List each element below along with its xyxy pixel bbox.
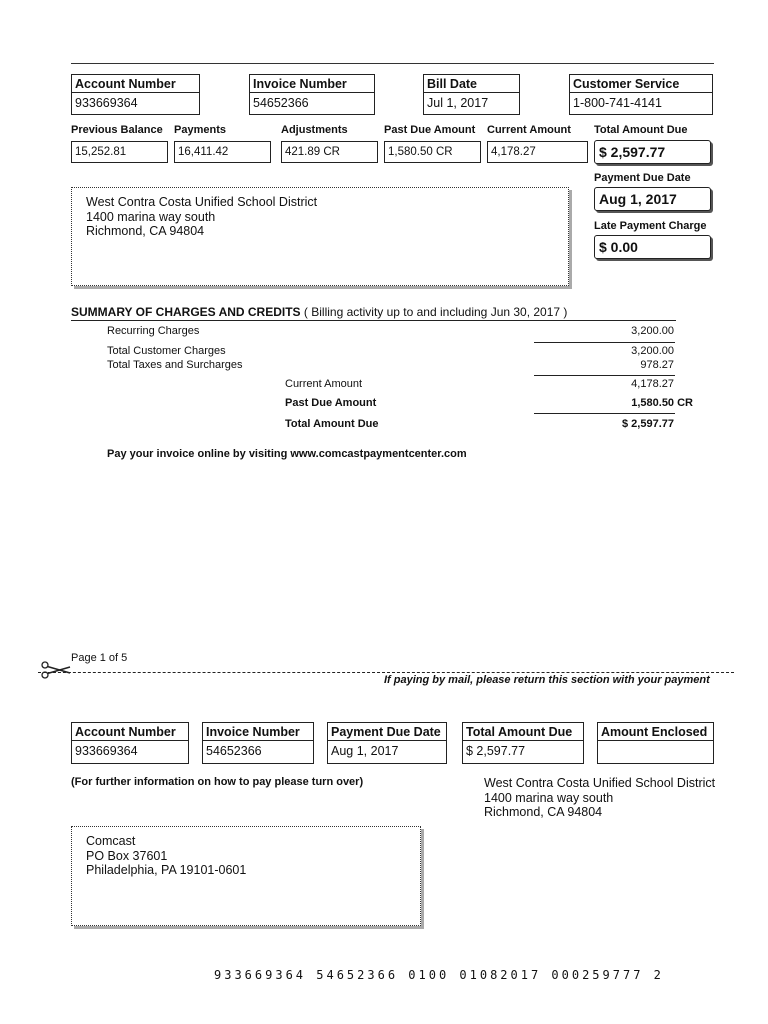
cut-line bbox=[38, 672, 734, 673]
further-info-text: (For further information on how to pay please turn over) bbox=[71, 776, 364, 788]
invoice-number-value: 54652366 bbox=[253, 96, 309, 110]
remit-invoice-number-label: Invoice Number bbox=[203, 723, 313, 741]
current-amount-label: Current Amount bbox=[487, 124, 571, 136]
scan-line: 933669364 54652366 0100 01082017 000259777 2 bbox=[214, 968, 664, 982]
summary-total-due-value: $ 2,597.77 bbox=[622, 418, 674, 430]
customer-service-box bbox=[569, 74, 713, 115]
customer-address-line1: West Contra Costa Unified School District bbox=[86, 195, 318, 209]
remit-from-line3: Richmond, CA 94804 bbox=[484, 805, 603, 819]
summary-current-amount-label: Current Amount bbox=[285, 378, 363, 390]
bill-date-box bbox=[423, 74, 520, 115]
recurring-charges-label: Recurring Charges bbox=[107, 325, 200, 337]
remit-to-line1: Comcast bbox=[86, 834, 136, 848]
total-customer-charges-value: 3,200.00 bbox=[631, 345, 674, 357]
recurring-charges-value: 3,200.00 bbox=[631, 325, 674, 337]
remit-payment-due-date-value: Aug 1, 2017 bbox=[331, 744, 399, 758]
invoice-number-label: Invoice Number bbox=[250, 75, 374, 93]
payments-value: 16,411.42 bbox=[174, 141, 271, 163]
adjustments-value: 421.89 CR bbox=[281, 141, 378, 163]
summary-current-amount-value: 4,178.27 bbox=[631, 378, 674, 390]
payments-label: Payments bbox=[174, 124, 226, 136]
remit-total-due-value: $ 2,597.77 bbox=[466, 744, 526, 758]
remit-to-line3: Philadelphia, PA 19101-0601 bbox=[86, 863, 247, 877]
customer-service-value: 1-800-741-4141 bbox=[573, 96, 662, 110]
remit-account-number-value: 933669364 bbox=[75, 744, 138, 758]
payment-due-date-label: Payment Due Date bbox=[594, 172, 691, 184]
total-due-label: Total Amount Due bbox=[594, 124, 688, 136]
remit-from-line2: 1400 marina way south bbox=[484, 790, 614, 805]
bill-date-value: Jul 1, 2017 bbox=[427, 96, 489, 110]
past-due-value: 1,580.50 CR bbox=[384, 141, 481, 163]
remit-account-number-label: Account Number bbox=[72, 723, 188, 741]
adjustments-label: Adjustments bbox=[281, 124, 348, 136]
remit-invoice-number-box bbox=[202, 722, 314, 764]
invoice-number-box bbox=[249, 74, 375, 115]
total-rule bbox=[534, 413, 675, 414]
header-rule bbox=[71, 63, 714, 64]
remit-total-due-label: Total Amount Due bbox=[463, 723, 583, 741]
previous-balance-label: Previous Balance bbox=[71, 124, 163, 136]
payment-due-date-value: Aug 1, 2017 bbox=[594, 187, 711, 211]
previous-balance-value: 15,252.81 bbox=[71, 141, 168, 163]
summary-heading bbox=[71, 305, 567, 319]
summary-total-due-label: Total Amount Due bbox=[285, 418, 379, 430]
remit-to-line2: PO Box 37601 bbox=[86, 848, 168, 863]
amount-enclosed-field[interactable] bbox=[598, 741, 713, 761]
remit-from-line1: West Contra Costa Unified School District bbox=[484, 776, 716, 790]
remit-payment-due-date-label: Payment Due Date bbox=[328, 723, 446, 741]
subtotal-rule-1 bbox=[534, 342, 675, 343]
scissors-icon bbox=[40, 660, 72, 680]
summary-past-due-value: 1,580.50 CR bbox=[631, 397, 693, 409]
remit-account-number-box bbox=[71, 722, 189, 764]
remit-to-address-box bbox=[71, 826, 421, 926]
customer-address-box bbox=[71, 187, 569, 286]
customer-address-line3: Richmond, CA 94804 bbox=[86, 224, 205, 238]
total-due-value: $ 2,597.77 bbox=[594, 140, 711, 164]
summary-past-due-label: Past Due Amount bbox=[285, 397, 377, 409]
total-taxes-value: 978.27 bbox=[640, 359, 674, 371]
summary-rule bbox=[71, 320, 676, 321]
amount-enclosed-label: Amount Enclosed bbox=[598, 723, 713, 741]
return-note: If paying by mail, please return this section with your payment bbox=[384, 674, 710, 686]
remit-payment-due-date-box bbox=[327, 722, 447, 764]
past-due-label: Past Due Amount bbox=[384, 124, 476, 136]
account-number-label: Account Number bbox=[72, 75, 199, 93]
customer-address-line2: 1400 marina way south bbox=[86, 209, 216, 224]
bill-date-label: Bill Date bbox=[424, 75, 519, 93]
total-taxes-label: Total Taxes and Surcharges bbox=[107, 359, 243, 371]
customer-service-label: Customer Service bbox=[570, 75, 712, 93]
summary-title: SUMMARY OF CHARGES AND CREDITS bbox=[71, 305, 301, 319]
total-customer-charges-label: Total Customer Charges bbox=[107, 345, 226, 357]
remit-invoice-number-value: 54652366 bbox=[206, 744, 262, 758]
remit-total-due-box bbox=[462, 722, 584, 764]
summary-subtitle: ( Billing activity up to and including Jun 30, 2017 ) bbox=[303, 305, 568, 319]
remit-from-address bbox=[484, 776, 715, 820]
subtotal-rule-2 bbox=[534, 375, 675, 376]
page-indicator: Page 1 of 5 bbox=[71, 652, 128, 664]
amount-enclosed-box[interactable] bbox=[597, 722, 714, 764]
account-number-value: 933669364 bbox=[75, 96, 138, 110]
account-number-box bbox=[71, 74, 200, 115]
late-charge-value: $ 0.00 bbox=[594, 235, 711, 259]
pay-online-text: Pay your invoice online by visiting www.comcastpaymentcenter.com bbox=[107, 448, 467, 460]
late-charge-label: Late Payment Charge bbox=[594, 220, 707, 232]
current-amount-value: 4,178.27 bbox=[487, 141, 588, 163]
